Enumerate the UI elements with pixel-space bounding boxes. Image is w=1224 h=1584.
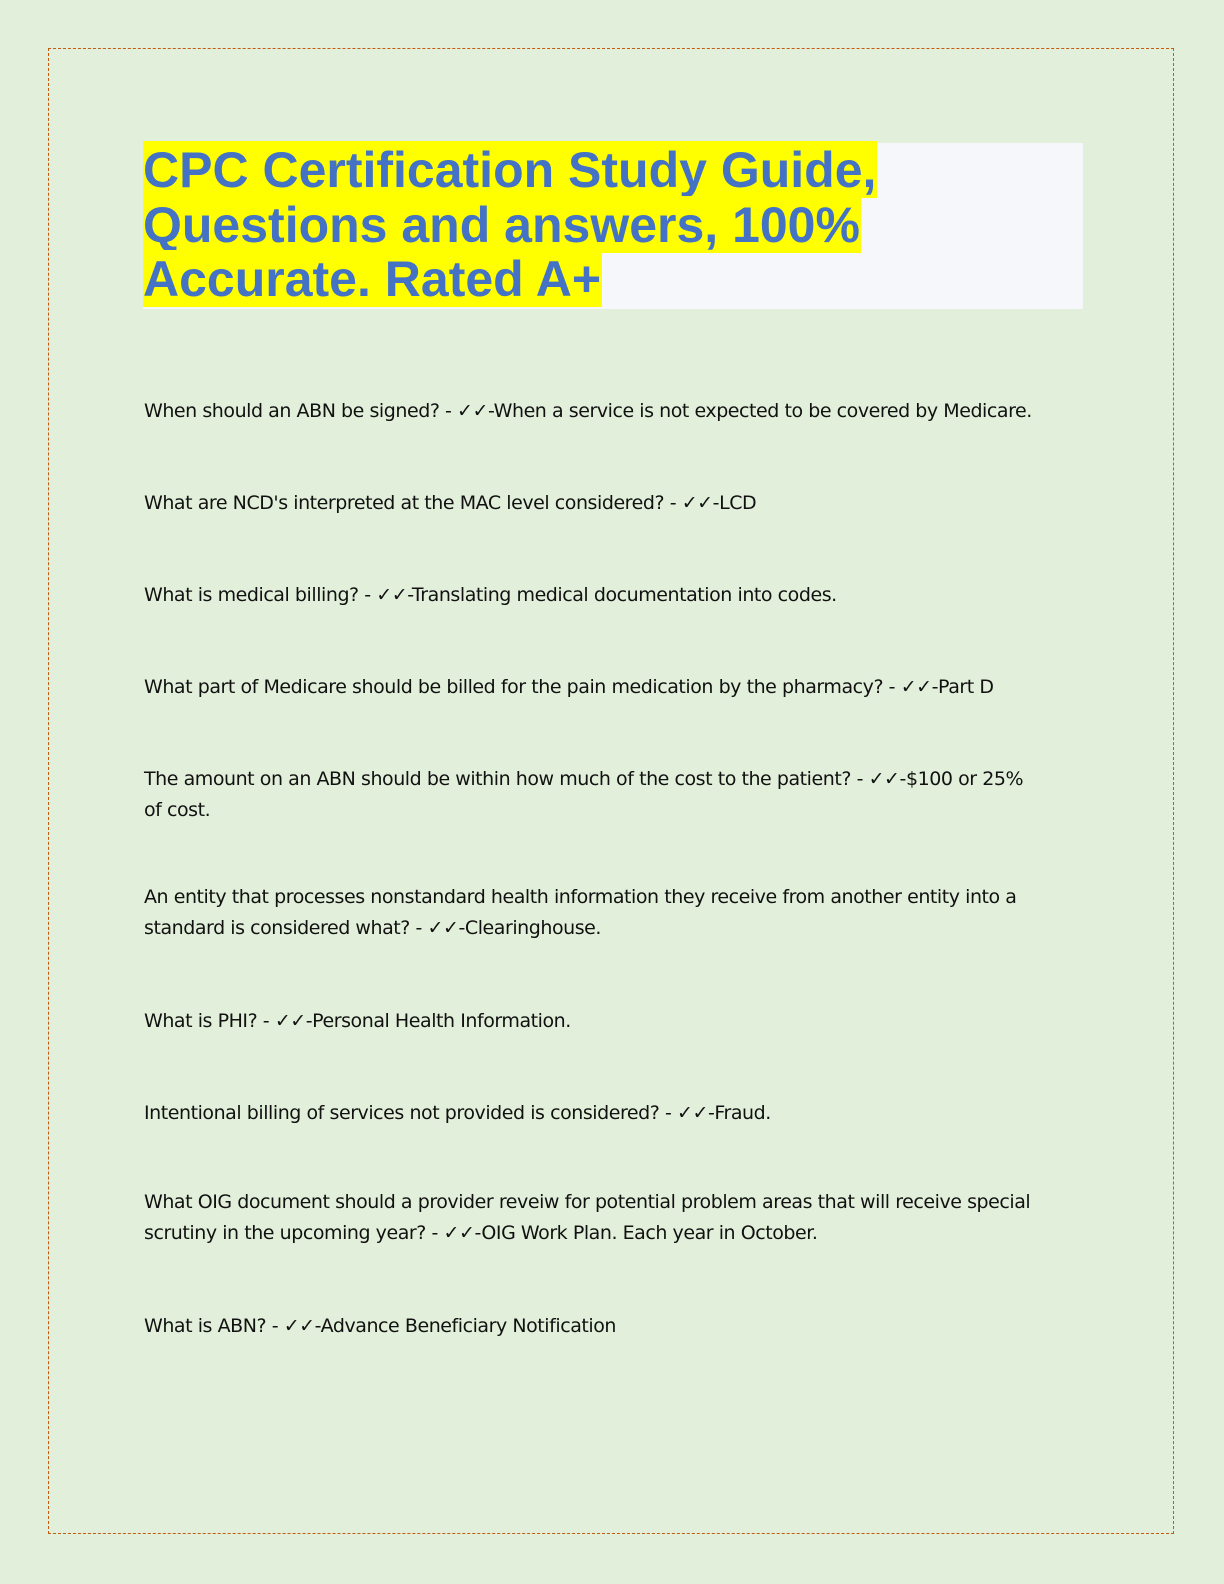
- qa-question: What is ABN?: [144, 1315, 267, 1337]
- double-check-icon: ✓✓: [677, 1102, 708, 1124]
- qa-question: What is medical billing?: [144, 584, 359, 606]
- double-check-icon: ✓✓: [868, 768, 900, 790]
- qa-answer: $100 or 25% of cost.: [144, 768, 1024, 821]
- qa-item: [144, 764, 1039, 826]
- qa-answer-prefix: -: [899, 768, 906, 790]
- qa-question: An entity that processes nonstandard health information they receive from another entity into a standard is considered what?: [144, 886, 1017, 939]
- qa-separator: -: [664, 492, 682, 514]
- double-check-icon: ✓✓: [900, 676, 932, 698]
- qa-answer: Part D: [938, 676, 994, 698]
- qa-separator: -: [266, 1315, 284, 1337]
- document-title: [143, 143, 1083, 307]
- qa-question: When should an ABN be signed?: [144, 400, 440, 422]
- qa-item: [144, 580, 1049, 611]
- qa-item: [144, 396, 1049, 427]
- qa-item: [144, 1311, 1049, 1342]
- title-highlight: CPC Certification Study Guide, Questions and answers, 100% Accurate. Rated A+: [143, 142, 877, 307]
- qa-answer: OIG Work Plan. Each year in October.: [481, 1222, 818, 1244]
- title-block: [143, 143, 1083, 309]
- qa-separator: -: [659, 1102, 677, 1124]
- qa-separator: -: [257, 1010, 275, 1032]
- double-check-icon: ✓✓: [376, 584, 408, 606]
- qa-answer-prefix: -: [488, 400, 494, 422]
- qa-answer: Clearinghouse.: [464, 917, 601, 939]
- qa-item: [144, 1006, 1049, 1037]
- qa-item: [144, 1187, 1049, 1249]
- double-check-icon: ✓✓: [427, 917, 459, 939]
- qa-question: What is PHI?: [144, 1010, 258, 1032]
- double-check-icon: ✓✓: [283, 1315, 315, 1337]
- double-check-icon: ✓✓: [443, 1222, 475, 1244]
- qa-separator: -: [409, 917, 428, 939]
- qa-separator: -: [425, 1222, 444, 1244]
- qa-item: [144, 1098, 1049, 1129]
- qa-separator: -: [850, 768, 869, 790]
- qa-item: [144, 488, 1049, 519]
- qa-answer-prefix: -: [458, 917, 465, 939]
- qa-answer-prefix: -: [305, 1010, 313, 1032]
- qa-separator: -: [883, 676, 901, 698]
- qa-answer: When a service is not expected to be covered by Medicare.: [493, 400, 1032, 422]
- qa-answer: Translating medical documentation into codes.: [411, 584, 837, 606]
- qa-answer: Advance Beneficiary Notification: [320, 1315, 616, 1337]
- qa-question: What part of Medicare should be billed for the pain medication by the pharmacy?: [144, 676, 884, 698]
- qa-item: [144, 672, 1049, 703]
- qa-item: [144, 882, 1049, 944]
- qa-answer: LCD: [719, 492, 757, 514]
- qa-answer: Personal Health Information.: [312, 1010, 571, 1032]
- qa-answer-prefix: -: [707, 1102, 715, 1124]
- qa-answer-prefix: -: [314, 1315, 321, 1337]
- qa-answer: Fraud.: [714, 1102, 771, 1124]
- qa-answer-prefix: -: [712, 492, 720, 514]
- qa-question: The amount on an ABN should be within how much of the cost to the patient?: [144, 768, 851, 790]
- qa-answer-prefix: -: [474, 1222, 482, 1244]
- qa-separator: -: [358, 584, 377, 606]
- qa-answer-prefix: -: [407, 584, 412, 606]
- double-check-icon: ✓✓: [274, 1010, 306, 1032]
- qa-answer-prefix: -: [931, 676, 939, 698]
- qa-question: What are NCD's interpreted at the MAC level considered?: [144, 492, 665, 514]
- qa-separator: -: [439, 400, 458, 422]
- qa-question: Intentional billing of services not provided is considered?: [144, 1102, 660, 1124]
- double-check-icon: ✓✓: [681, 492, 713, 514]
- qa-question: What OIG document should a provider reveiw for potential problem areas that will receive special scrutiny in the upcoming year?: [144, 1191, 1031, 1244]
- double-check-icon: ✓✓: [457, 400, 488, 422]
